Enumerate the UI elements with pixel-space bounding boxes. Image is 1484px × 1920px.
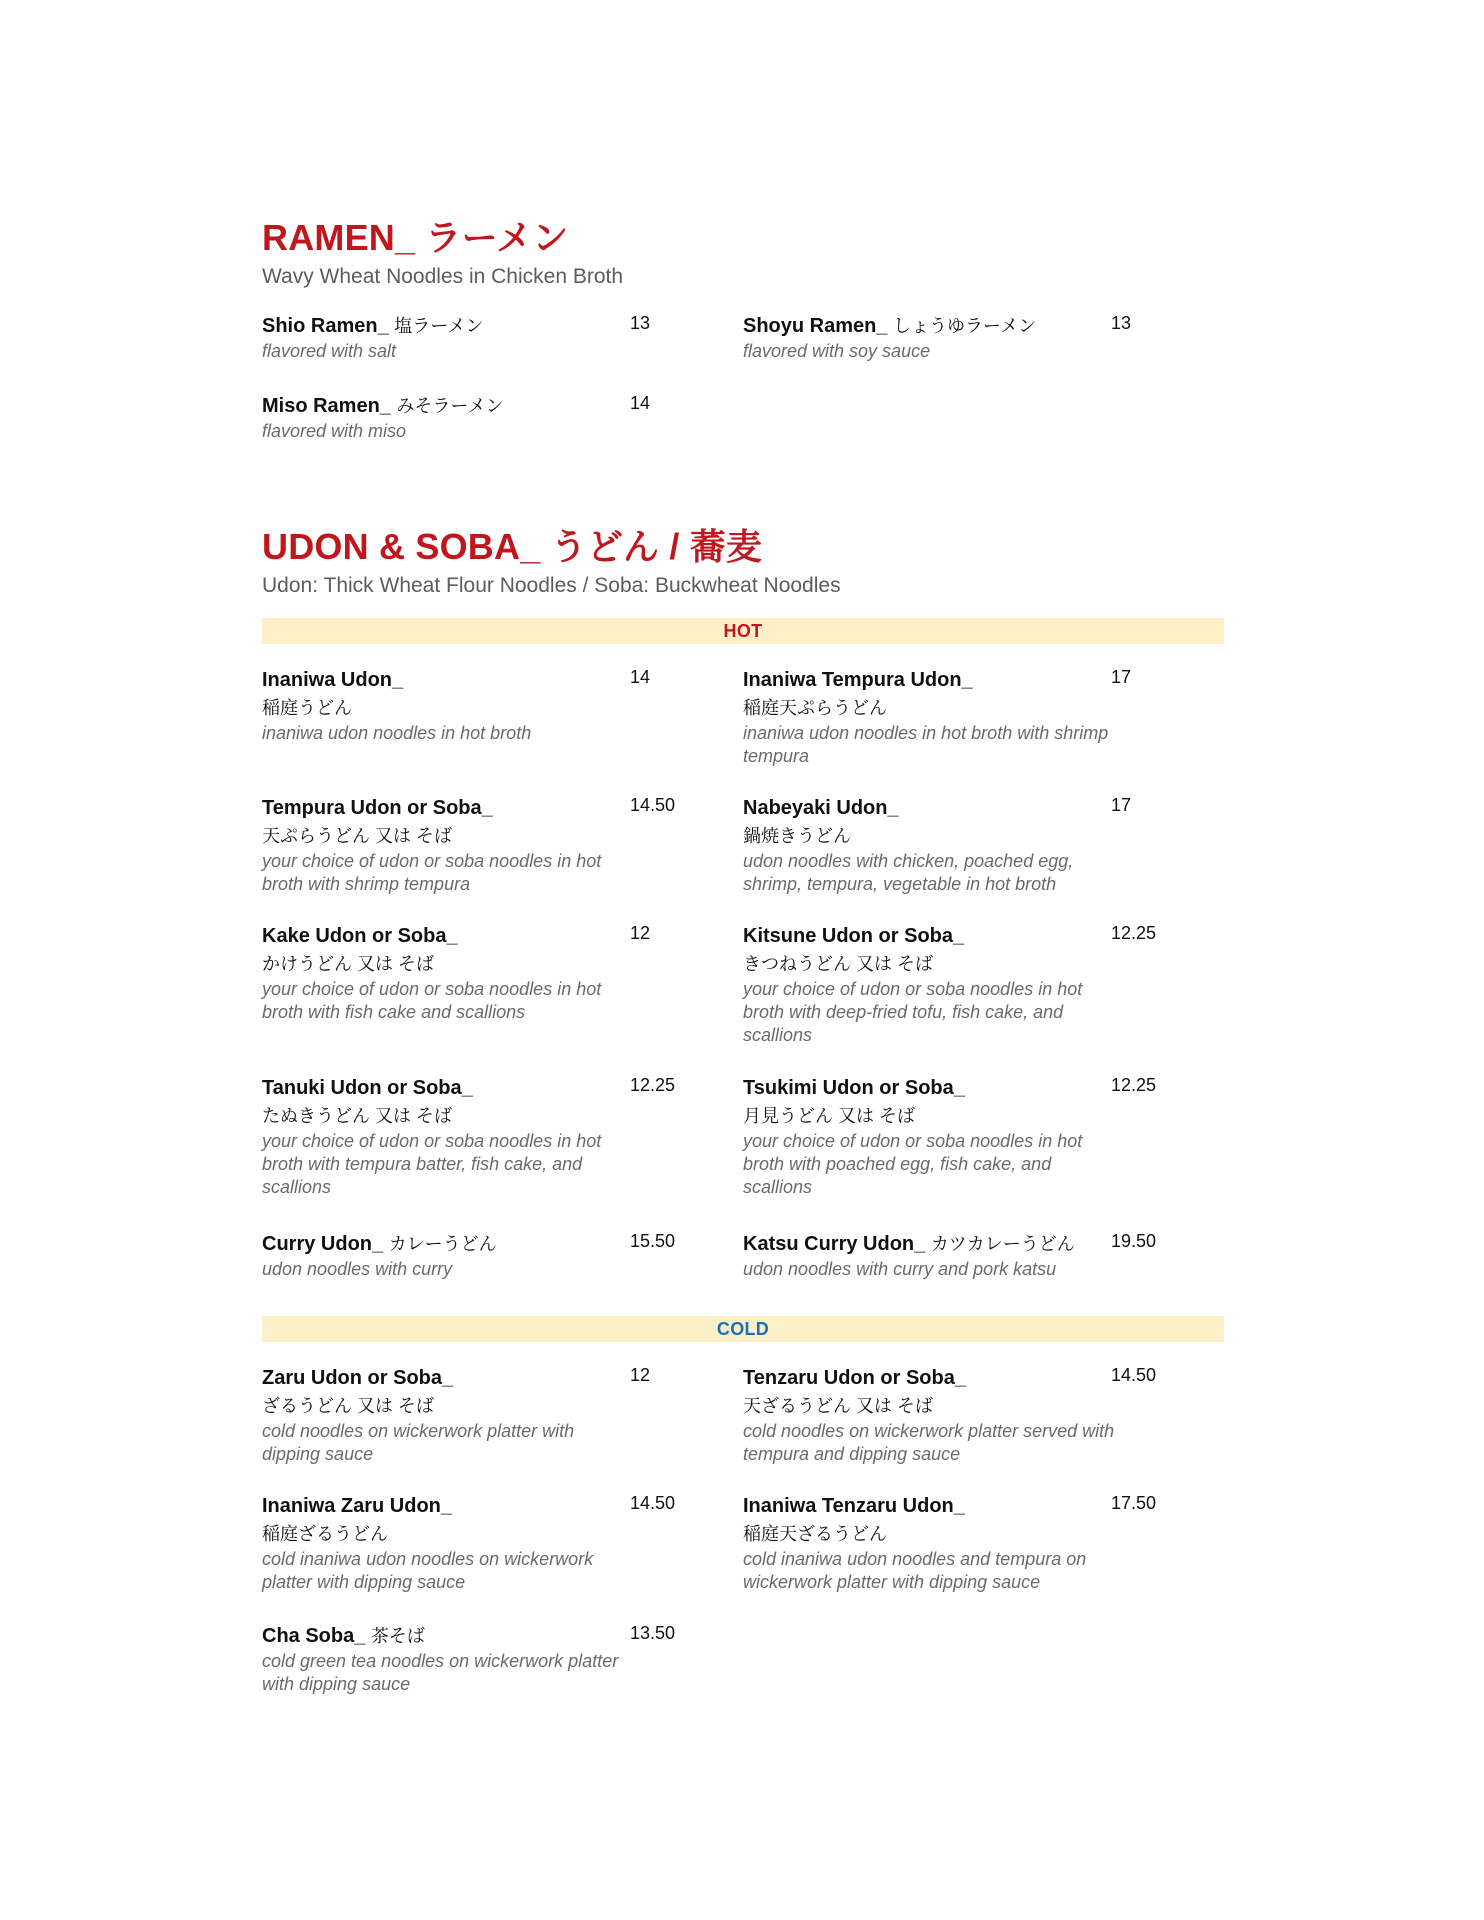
item-description: udon noodles with curry and pork katsu [743,1259,1057,1279]
item-description: cold noodles on wickerwork platter served with tempura and dipping sauce [743,1421,1115,1464]
item-description: flavored with miso [262,421,407,441]
item-price: 14.50 [630,795,676,815]
item-price: 14 [630,393,651,413]
item-description: cold green tea noodles on wickerwork platter with dipping sauce [262,1651,619,1694]
item-price: 12.25 [1111,1075,1157,1095]
item-name: Nabeyaki Udon_ [743,797,899,819]
item-name: Miso Ramen_ [262,395,397,417]
item-name-jp: みそラーメン [396,396,504,416]
item-name-jp: かけうどん 又は そば [262,954,435,974]
item-price: 12.25 [1111,923,1157,943]
item-price: 19.50 [1111,1231,1157,1251]
menu-page [262,215,1224,1702]
item-name: Cha Soba_ [262,1625,371,1647]
item-price: 13 [630,313,651,333]
udon-soba-section-title: UDON & SOBA_ うどん / 蕎麦 [262,526,763,567]
item-name-jp: 稲庭天ざるうどん [743,1524,887,1544]
menu-item-inaniwa-zaru-udon [262,1492,743,1622]
item-name: Inaniwa Zaru Udon_ [262,1495,453,1517]
item-name-jp: カレーうどん [388,1234,497,1254]
item-price: 14.50 [630,1493,676,1513]
item-description: your choice of udon or soba noodles in hot broth with shrimp tempura [262,851,602,894]
item-name-jp: 稲庭ざるうどん [262,1524,388,1544]
item-description: cold inaniwa udon noodles and tempura on wickerwork platter with dipping sauce [743,1549,1087,1592]
item-name-jp: しょうゆラーメン [893,316,1037,336]
menu-item-inaniwa-tenzaru-udon [743,1492,1224,1622]
item-price: 14 [630,667,651,687]
menu-item-cha-soba [262,1622,743,1702]
item-name: Shoyu Ramen_ [743,315,894,337]
item-name: Curry Udon_ [262,1233,389,1255]
menu-item-tanuki-udon-soba [262,1074,743,1230]
item-name: Inaniwa Tenzaru Udon_ [743,1495,965,1517]
item-name-jp: 月見うどん 又は そば [743,1106,916,1126]
menu-item-curry-udon [262,1230,743,1310]
ramen-grid [262,312,1224,472]
hot-grid [262,666,1224,1310]
item-description: cold inaniwa udon noodles on wickerwork platter with dipping sauce [262,1549,594,1592]
menu-item-inaniwa-tempura-udon [743,666,1224,794]
item-price: 12.25 [630,1075,676,1095]
item-name-jp: 茶そば [370,1626,425,1646]
item-price: 12 [630,1365,651,1385]
item-name: Shio Ramen_ [262,315,395,337]
hot-band: HOT [262,618,1224,644]
menu-item-tsukimi-udon-soba [743,1074,1224,1230]
item-name-jp: 天ぷらうどん 又は そば [262,826,453,846]
item-name: Zaru Udon or Soba_ [262,1367,454,1389]
menu-item-miso-ramen [262,392,743,472]
item-price: 17 [1111,795,1132,815]
item-name: Tenzaru Udon or Soba_ [743,1367,966,1389]
item-description: flavored with soy sauce [743,341,931,361]
item-description: your choice of udon or soba noodles in hot broth with deep-fried tofu, fish cake, and scallions [743,979,1083,1045]
item-name: Tsukimi Udon or Soba_ [743,1077,965,1099]
item-description: flavored with salt [262,341,397,361]
item-description: inaniwa udon noodles in hot broth with shrimp tempura [743,723,1109,766]
item-name: Tempura Udon or Soba_ [262,797,493,819]
item-price: 14.50 [1111,1365,1157,1385]
menu-item-zaru-udon-soba [262,1364,743,1492]
menu-item-katsu-curry-udon [743,1230,1224,1310]
item-description: inaniwa udon noodles in hot broth [262,723,532,743]
item-name-jp: 塩ラーメン [394,316,484,336]
item-description: your choice of udon or soba noodles in hot broth with tempura batter, fish cake, and scallions [262,1131,602,1197]
item-name: Inaniwa Udon_ [262,669,404,691]
item-name-jp: たぬきうどん 又は そば [262,1106,453,1126]
menu-item-kitsune-udon-soba [743,922,1224,1074]
cold-band: COLD [262,1316,1224,1342]
item-description: udon noodles with curry [262,1259,453,1279]
item-price: 13.50 [630,1623,676,1643]
menu-item-nabeyaki-udon [743,794,1224,922]
menu-item-shio-ramen [262,312,743,392]
item-name-jp: 稲庭天ぷらうどん [743,698,887,718]
item-price: 12 [630,923,651,943]
item-price: 17 [1111,667,1132,687]
item-name: Kitsune Udon or Soba_ [743,925,965,947]
menu-item-tenzaru-udon-soba [743,1364,1224,1492]
item-name: Tanuki Udon or Soba_ [262,1077,473,1099]
item-description: cold noodles on wickerwork platter with dipping sauce [262,1421,575,1464]
ramen-section-title: RAMEN_ ラーメン [262,217,569,258]
item-price: 17.50 [1111,1493,1157,1513]
item-name: Katsu Curry Udon_ [743,1233,931,1255]
menu-item-inaniwa-udon [262,666,743,794]
cold-grid [262,1364,1224,1702]
menu-item-shoyu-ramen [743,312,1224,392]
menu-item-tempura-udon-soba [262,794,743,922]
item-name-jp: ざるうどん 又は そば [262,1396,435,1416]
item-name: Kake Udon or Soba_ [262,925,458,947]
item-name-jp: 鍋焼きうどん [743,826,851,846]
item-description: your choice of udon or soba noodles in hot broth with fish cake and scallions [262,979,602,1022]
ramen-section-subtitle: Wavy Wheat Noodles in Chicken Broth [262,265,624,288]
item-description: udon noodles with chicken, poached egg, shrimp, tempura, vegetable in hot broth [743,851,1074,894]
item-price: 15.50 [630,1231,676,1251]
item-name-jp: 稲庭うどん [262,698,352,718]
item-name-jp: 天ざるうどん 又は そば [743,1396,934,1416]
item-name-jp: きつねうどん 又は そば [743,954,934,974]
item-name-jp: カツカレーうどん [930,1234,1075,1254]
item-description: your choice of udon or soba noodles in hot broth with poached egg, fish cake, and scallions [743,1131,1083,1197]
udon-soba-section-subtitle: Udon: Thick Wheat Flour Noodles / Soba: Buckwheat Noodles [262,574,841,597]
item-name: Inaniwa Tempura Udon_ [743,669,973,691]
item-price: 13 [1111,313,1132,333]
menu-item-kake-udon-soba [262,922,743,1074]
